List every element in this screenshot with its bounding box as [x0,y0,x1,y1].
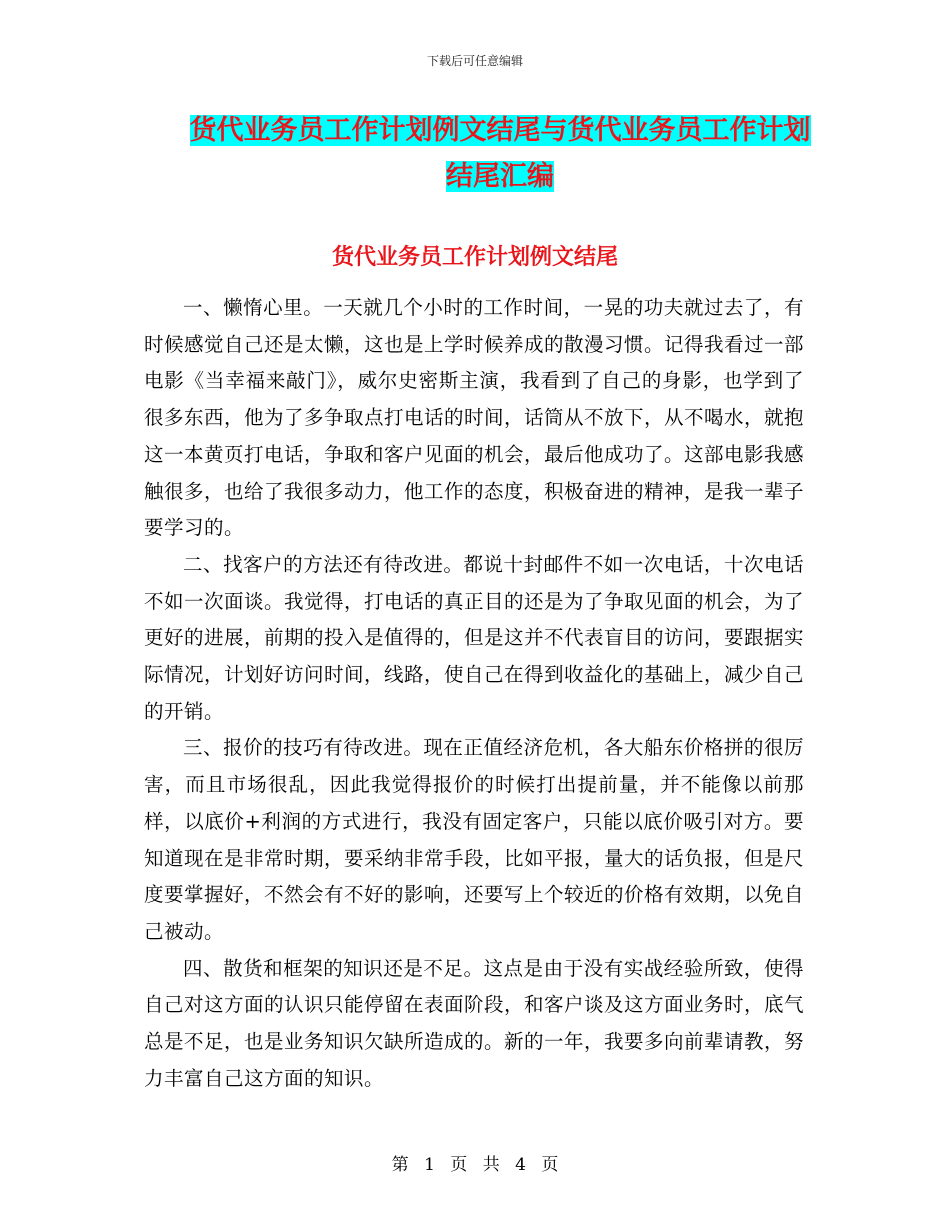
page-footer [0,1150,950,1175]
footer-total-pages: 4 [515,1155,526,1175]
footer-prefix: 第 [391,1155,409,1175]
body-text [144,290,804,1097]
document-title-line-1: 货代业务员工作计划例文结尾与货代业务员工作计划 [189,115,811,146]
header-note: 下载后可任意编辑 [426,54,523,68]
footer-total-suffix: 页 [541,1155,559,1175]
paragraph-3: 三、报价的技巧有待改进。现在正值经济危机，各大船东价格拼的很厉害，而且市场很乱，因此我觉得报价的时候打出提前量，并不能像以前那样，以底价+利润的方式进行，我没有固定客户，只能以底价吸引对方。要知道现在是非常时期，要采纳非常手段，比如平报，量大的话负报，但是尺度要掌握好，不然会有不好的影响，还要写上个较近的价格有效期，以免自己被动。 [144,736,805,943]
footer-total-prefix: 共 [482,1155,500,1175]
paragraph-4: 四、散货和框架的知识还是不足。这点是由于没有实战经验所致，使得自己对这方面的认识只能停留在表面阶段，和客户谈及这方面业务时，底气总是不足，也是业务知识欠缺所造成的。新的一年，我要多向前辈请教，努力丰富自己这方面的知识。 [144,956,805,1090]
footer-page-label: 页 [450,1155,468,1175]
paragraph-2: 二、找客户的方法还有待改进。都说十封邮件不如一次电话，十次电话不如一次面谈。我觉得，打电话的真正目的还是为了争取见面的机会，为了更好的进展，前期的投入是值得的，但是这并不代表盲目的访问，要跟据实际情况，计划好访问时间，线路，使自己在得到收益化的基础上，减少自己的开销。 [144,552,805,723]
section-title: 货代业务员工作计划例文结尾 [331,245,618,270]
paragraph-1: 一、懒惰心里。一天就几个小时的工作时间，一晃的功夫就过去了，有时候感觉自己还是太懒，这也是上学时候养成的散漫习惯。记得我看过一部电影《当幸福来敲门》，威尔史密斯主演，我看到了自己的身影，也学到了很多东西，他为了多争取点打电话的时间，话筒从不放下，从不喝水，就抱这一本黄页打电话，争取和客户见面的机会，最后他成功了。这部电影我感触很多，也给了我很多动力，他工作的态度，积极奋进的精神，是我一辈子要学习的。 [144,296,805,540]
document-title-line-2: 结尾汇编 [446,161,554,192]
footer-current-page: 1 [424,1155,435,1175]
document-title [150,108,850,200]
